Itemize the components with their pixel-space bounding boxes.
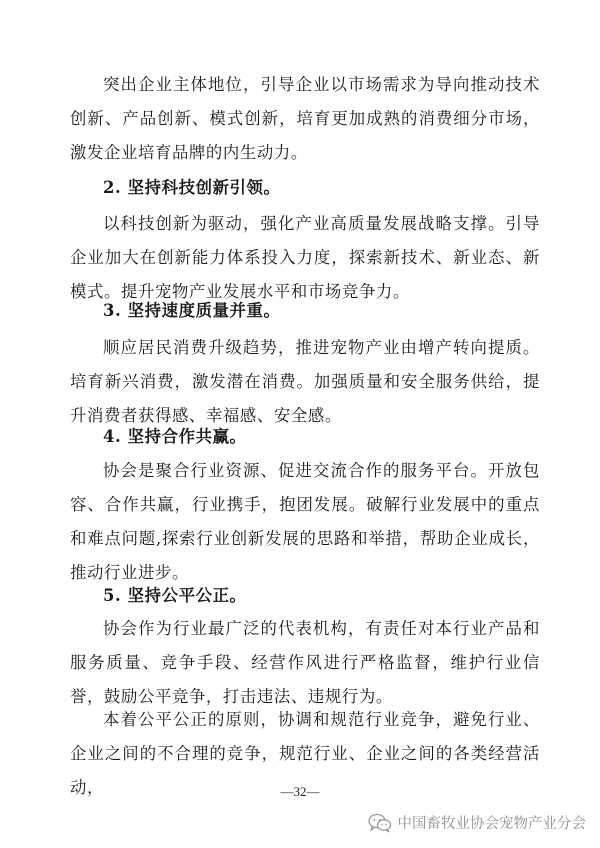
paragraph-speed-quality: 顺应居民消费升级趋势，推进宠物产业由增产转向提质。培育新兴消费，激发潜在消费。加强质量和安全服务供给，提升消费者获得感、幸福感、安全感。 <box>70 338 540 425</box>
watermark <box>368 812 587 833</box>
paragraph-fairness: 协会作为行业最广泛的代表机构，有责任对本行业产品和服务质量、竞争手段、经营作风进行严格监督，维护行业信誉，鼓励公平竞争，打击违法、违规行为。 <box>70 619 540 706</box>
paragraph-tech-innovation: 以科技创新为驱动，强化产业高质量发展战略支撑。引导企业加大在创新能力体系投入力度，探索新技术、新业态、新模式。提升宠物产业发展水平和市场竞争力。 <box>70 214 540 301</box>
heading-cooperation: 4. 坚持合作共赢。 <box>103 427 247 446</box>
wechat-icon <box>368 813 392 833</box>
paragraph-enterprise-role: 突出企业主体地位，引导企业以市场需求为导向推动技术创新、产品创新、模式创新，培育更加成熟的消费细分市场，激发企业培育品牌的内生动力。 <box>70 75 540 162</box>
heading-fairness: 5. 坚持公平公正。 <box>103 586 247 605</box>
watermark-text: 中国畜牧业协会宠物产业分会 <box>397 816 586 832</box>
heading-tech-innovation: 2. 坚持科技创新引领。 <box>103 178 281 197</box>
heading-speed-quality: 3. 坚持速度质量并重。 <box>103 301 281 320</box>
page-number: —32— <box>280 784 320 799</box>
paragraph-fair-principle: 本着公平公正的原则，协调和规范行业竞争，避免行业、企业之间的不合理的竞争，规范行业、企业之间的各类经营活动， <box>70 710 540 797</box>
paragraph-cooperation: 协会是聚合行业资源、促进交流合作的服务平台。开放包容、合作共赢，行业携手，抱团发展。破解行业发展中的重点和难点问题,探索行业创新发展的思路和举措，帮助企业成长，推动行业进步。 <box>70 461 540 582</box>
